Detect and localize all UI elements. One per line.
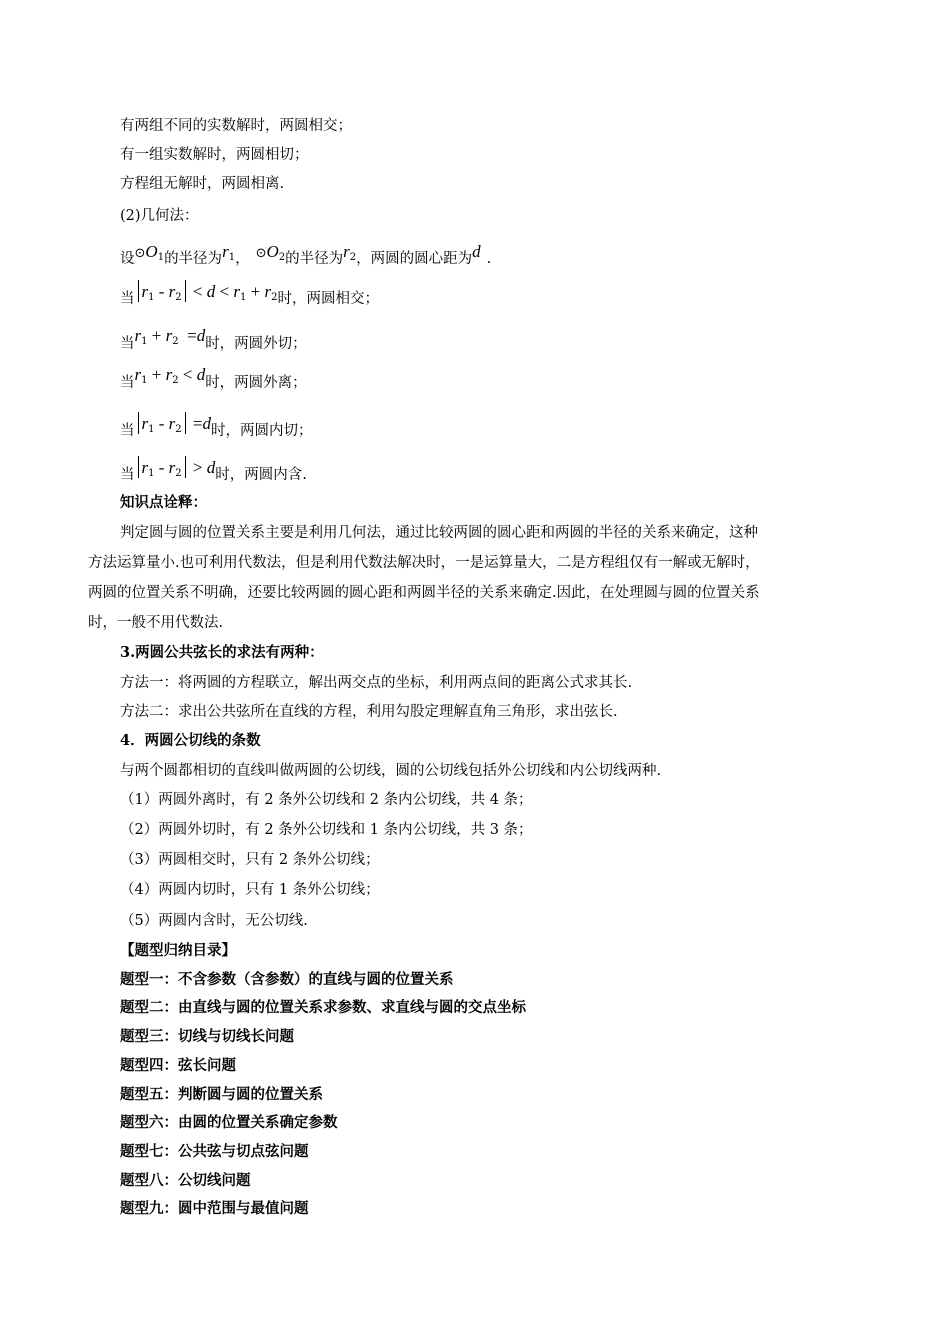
note-line: 时，一般不用代数法. <box>88 615 224 631</box>
setup-text: ， <box>235 250 250 267</box>
setup-text: 的半径为 <box>285 250 344 267</box>
note-title: 知识点诠释： <box>120 494 207 511</box>
algebra-line: 有一组实数解时，两圆相切； <box>120 147 309 163</box>
geometry-case <box>120 365 307 398</box>
radius-r2-symbol: r2 <box>343 242 357 263</box>
case-text: 时，两圆内含. <box>215 467 307 483</box>
geometry-case <box>120 326 307 359</box>
note-line: 两圆的位置关系不明确，还要比较两圆的圆心距和两圆半径的关系来确定.因此，在处理圆与圆的位置关系 <box>88 585 760 601</box>
setup-text: . <box>486 250 492 267</box>
note-line: 方法运算量小.也可利用代数法，但是利用代数法解决时，一是运算量大，二是方程组仅有一解或无解时， <box>88 555 760 571</box>
chord-title: 3.两圆公共弦长的求法有两种： <box>120 644 324 661</box>
case-prefix: 当 <box>120 291 135 307</box>
algebra-line: 方程组无解时，两圆相离. <box>120 176 285 192</box>
tangent-intro: 与两个圆都相切的直线叫做两圆的公切线，圆的公切线包括外公切线和内公切线两种. <box>120 763 662 779</box>
tangent-item: （4）两圆内切时，只有 1 条外公切线； <box>120 882 380 898</box>
tangent-title: 4．两圆公切线的条数 <box>120 732 261 749</box>
catalog-item: 题型一：不含参数（含参数）的直线与圆的位置关系 <box>120 971 454 988</box>
catalog-item: 题型六：由圆的位置关系确定参数 <box>120 1114 338 1131</box>
catalog-title: 【题型归纳目录】 <box>120 942 236 959</box>
geometry-case <box>120 282 379 314</box>
chord-method: 方法二：求出公共弦所在直线的方程，利用勾股定理解直角三角形，求出弦长. <box>120 704 618 720</box>
setup-text: ，两圆的圆心距为 <box>356 250 473 267</box>
catalog-item: 题型七：公共弦与切点弦问题 <box>120 1143 309 1160</box>
catalog-item: 题型九：圆中范围与最值问题 <box>120 1200 309 1217</box>
distance-d-symbol: d <box>472 242 481 261</box>
case-text: 时，两圆外离； <box>205 375 307 391</box>
geometry-heading: (2)几何法： <box>120 208 199 224</box>
case-formula: $r_1 - r_2 < d < r_1 + r_2$ <box>135 285 278 301</box>
geometry-setup <box>120 242 491 269</box>
case-prefix: 当 <box>120 423 135 439</box>
catalog-item: 题型三：切线与切线长问题 <box>120 1028 294 1045</box>
geometry-case <box>120 414 313 446</box>
case-formula: $r_1 + r_2 < d$ <box>134 365 206 386</box>
note-line: 判定圆与圆的位置关系主要是利用几何法，通过比较两圆的圆心距和两圆的半径的关系来确定，这种 <box>120 525 758 541</box>
case-text: 时，两圆相交； <box>277 291 379 307</box>
chord-method: 方法一：将两圆的方程联立，解出两交点的坐标，利用两点间的距离公式求其长. <box>120 675 633 691</box>
case-prefix: 当 <box>120 467 135 483</box>
catalog-item: 题型二：由直线与圆的位置关系求参数、求直线与圆的交点坐标 <box>120 999 526 1016</box>
tangent-item: （2）两圆外切时，有 2 条外公切线和 1 条内公切线，共 3 条； <box>120 822 533 838</box>
catalog-item: 题型四：弦长问题 <box>120 1057 236 1074</box>
case-formula: $r_1 - r_2 =d$ <box>135 417 212 433</box>
case-text: 时，两圆外切； <box>205 336 307 352</box>
case-text: 时，两圆内切； <box>211 423 313 439</box>
tangent-item: （5）两圆内含时，无公切线. <box>120 913 308 929</box>
catalog-item: 题型八：公切线问题 <box>120 1172 251 1189</box>
case-prefix: 当 <box>120 336 135 352</box>
radius-r1-symbol: r1 <box>222 242 236 263</box>
catalog-item: 题型五：判断圆与圆的位置关系 <box>120 1086 323 1103</box>
case-formula: $r_1 - r_2 > d$ <box>135 461 216 477</box>
circle-o2-symbol: ⊙O2 <box>255 242 286 263</box>
case-prefix: 当 <box>120 375 135 391</box>
setup-text: 的半径为 <box>164 250 223 267</box>
tangent-item: （1）两圆外离时，有 2 条外公切线和 2 条内公切线，共 4 条； <box>120 792 533 808</box>
case-formula: $r_1 + r_2 =d$ <box>134 326 206 347</box>
tangent-item: （3）两圆相交时，只有 2 条外公切线； <box>120 852 380 868</box>
setup-text: 设 <box>120 250 135 267</box>
geometry-case <box>120 458 307 490</box>
circle-o1-symbol: ⊙O1 <box>134 242 165 263</box>
algebra-line: 有两组不同的实数解时，两圆相交； <box>120 118 352 134</box>
